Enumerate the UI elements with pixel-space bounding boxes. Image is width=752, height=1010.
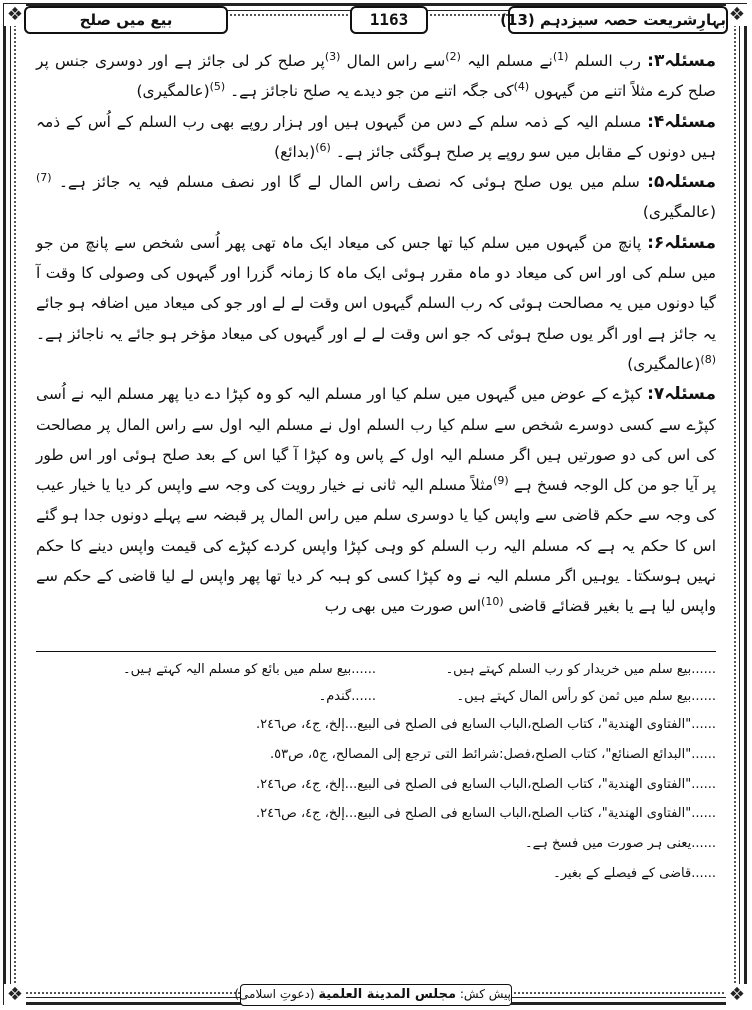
footnote: ......"الفتاوی الهندیة"، کتاب الصلح،الباب السابع فی الصلح فی البیع...إلخ، ج٤، ص٢٤٦. <box>256 806 716 822</box>
footnote: ......بیع سلم میں ثمن کو رأس المال کہتے ہیں۔ <box>456 689 716 704</box>
paragraph-text: سلم میں یوں صلح ہوئی کہ نصف راس المال لے گا اور نصف مسلم فیہ یہ جائز ہے۔ <box>51 173 640 192</box>
paragraph-text: (عالمگیری) <box>642 203 716 222</box>
footnote-marker: (5) <box>209 80 226 94</box>
masala-label: مسئلہ۷: <box>647 384 716 405</box>
masala-label: مسئلہ۴: <box>647 111 716 132</box>
paragraph-text: مسلم الیہ کے ذمہ سلم کے دس من گیہوں ہیں اور ہزار روپے بھی رب السلم کے اُس کے ذمہ ہیں دونوں کے مقابل میں سو روپے پر صلح ہوگئی جائز ہے۔ <box>36 112 716 161</box>
paragraph-text: رب السلم <box>568 52 641 70</box>
masala-label: مسئلہ۶: <box>647 232 716 253</box>
publisher-footer <box>234 984 512 1006</box>
paragraph-text: (عالمگیری) <box>136 82 210 101</box>
paragraph-text: (عالمگیری) <box>627 354 701 373</box>
chapter-title: بیع میں صلح <box>24 6 228 34</box>
masala-label: مسئلہ۳: <box>647 51 716 71</box>
footnote-divider <box>36 651 716 652</box>
publisher-name: مجلس المدینة العلمیة <box>318 987 457 1002</box>
masala-paragraph <box>36 167 716 228</box>
corner-ornament-icon: ❖ <box>726 984 748 1006</box>
footnote-marker: (7) <box>36 171 52 185</box>
footnote-marker: (6) <box>315 140 331 154</box>
paragraph-text: (بدائع) <box>274 142 316 161</box>
paragraph-text: کپڑے کے عوض میں گیہوں میں سلم کیا اور مسلم الیہ کو وہ کپڑا دے دیا پھر مسلم الیہ نے اُسی کپڑے سے کسی دوسرے شخص سے سلم کیا رب السلم اول نے مسلم الیہ اول سے راس المال پر مصالحت کی اس کی دو صورتیں ہیں اگر مسلم الیہ اول کے پاس وہ کپڑا آ گیا اس کے بعد صلح ہوئی اور اس طور پر آیا جو من کل الوجہ فسخ ہے <box>36 385 717 495</box>
footnote-marker: (1) <box>552 49 569 63</box>
footnote: ......یعنی ہر صورت میں فسخ ہے۔ <box>524 836 716 852</box>
footnote: ......"البدائع الصنائع"، کتاب الصلح،فصل:شرائط التی ترجع إلی المصالح، ج٥، ص٥٣. <box>269 746 716 762</box>
footnote: ......بیع سلم میں بائع کو مسلم الیہ کہتے ہیں۔ <box>123 662 376 677</box>
page-number: 1163 <box>350 6 428 34</box>
footnote: ......"الفتاوی الهندیة"، کتاب الصلح،الباب السابع فی الصلح فی البیع...إلخ، ج٤، ص٢٤٦. <box>256 776 716 792</box>
paragraph-text: اس صورت میں بھی رب <box>324 597 482 616</box>
page-header <box>24 6 728 36</box>
footnote-marker: (3) <box>324 49 341 63</box>
footnote-row <box>36 683 716 710</box>
corner-ornament-icon: ❖ <box>726 4 748 26</box>
corner-ornament-icon: ❖ <box>4 984 26 1006</box>
paragraph-text: نے مسلم الیہ <box>460 52 553 70</box>
publisher-note: (دعوتِ اسلامی) <box>234 987 315 1001</box>
paragraph-text: سے راس المال <box>340 52 446 70</box>
masala-paragraph <box>36 379 716 621</box>
footnote-marker: (9) <box>493 474 509 488</box>
footnote: ......قاضی کے فیصلے کے بغیر۔ <box>553 865 716 881</box>
paragraph-text: کی جگہ اتنے من جو دیدے یہ صلح ناجائز ہے۔ <box>225 82 514 101</box>
footnote-marker: (2) <box>445 49 461 63</box>
footnote-marker: (8) <box>700 352 716 366</box>
masala-paragraph <box>36 46 716 107</box>
corner-ornament-icon: ❖ <box>4 4 26 26</box>
book-title: بہارِشریعت حصہ سیزدہم (13) <box>508 6 728 34</box>
footer-prefix: پیش کش: <box>459 987 511 1001</box>
masala-paragraph <box>36 107 716 168</box>
main-text <box>36 46 716 650</box>
footnote: ......بیع سلم میں خریدار کو رب السلم کہتے ہیں۔ <box>445 662 716 677</box>
paragraph-text: مثلاً مسلم الیہ ثانی نے خیار رویت کی وجہ سے واپس کر دیا یا خیار عیب کی وجہ سے حکم قاضی سے واپس کیا یا دوسری سلم میں راس المال پر قبضہ سے پہلے دونوں جدا ہو گئے اس کا حکم یہ ہے کہ مسلم الیہ رب السلم کو وہی کپڑا واپس کردے کپڑے کی قیمت واپس دینے کا حکم نہیں ہوسکتا۔ یوہیں اگر مسلم الیہ نے وہ کپڑا کسی کو ہبہ کر دیا تھا پھر واپس لے لیا قاضی کے حکم سے واپس لیا ہے یا بغیر قضائے قاضی <box>36 476 716 616</box>
paragraph-text: پانچ من گیہوں میں سلم کیا تھا جس کی میعاد ایک ماہ تھی پھر اُسی شخص سے پانچ من جو میں سلم کی اور اس کی میعاد دو ماہ مقرر ہوئی ایک ماہ کا زمانہ گزرا اور گیہوں کی وصولی کا وقت آ گیا دونوں میں یہ مصالحت ہوئی کہ رب السلم گیہوں اس وقت لے لے اور جو کی میعاد میں اضافہ ہو جائے یہ جائز ہے اور اگر یوں صلح ہوئی کہ جو اس وقت لے لے اور گیہوں کی میعاد مؤخر ہو جائے یہ ناجائز ہے۔ <box>36 233 716 343</box>
masala-paragraph <box>36 228 716 379</box>
footnotes <box>36 656 716 889</box>
masala-label: مسئلہ۵: <box>647 172 716 193</box>
footnote-row <box>36 656 716 683</box>
footnote-marker: (4) <box>513 80 530 94</box>
paragraph-text: پر صلح کر لی جائز ہے اور دوسری جنس پر صلح کرے مثلاً اتنے من گیہوں <box>36 52 716 101</box>
footnote-marker: (10) <box>481 595 504 609</box>
footnote: ......گندم۔ <box>318 689 376 704</box>
footnote: ......"الفتاوی الهندیة"، کتاب الصلح،الباب السابع فی الصلح فی البیع...إلخ، ج٤، ص٢٤٦. <box>256 717 716 732</box>
